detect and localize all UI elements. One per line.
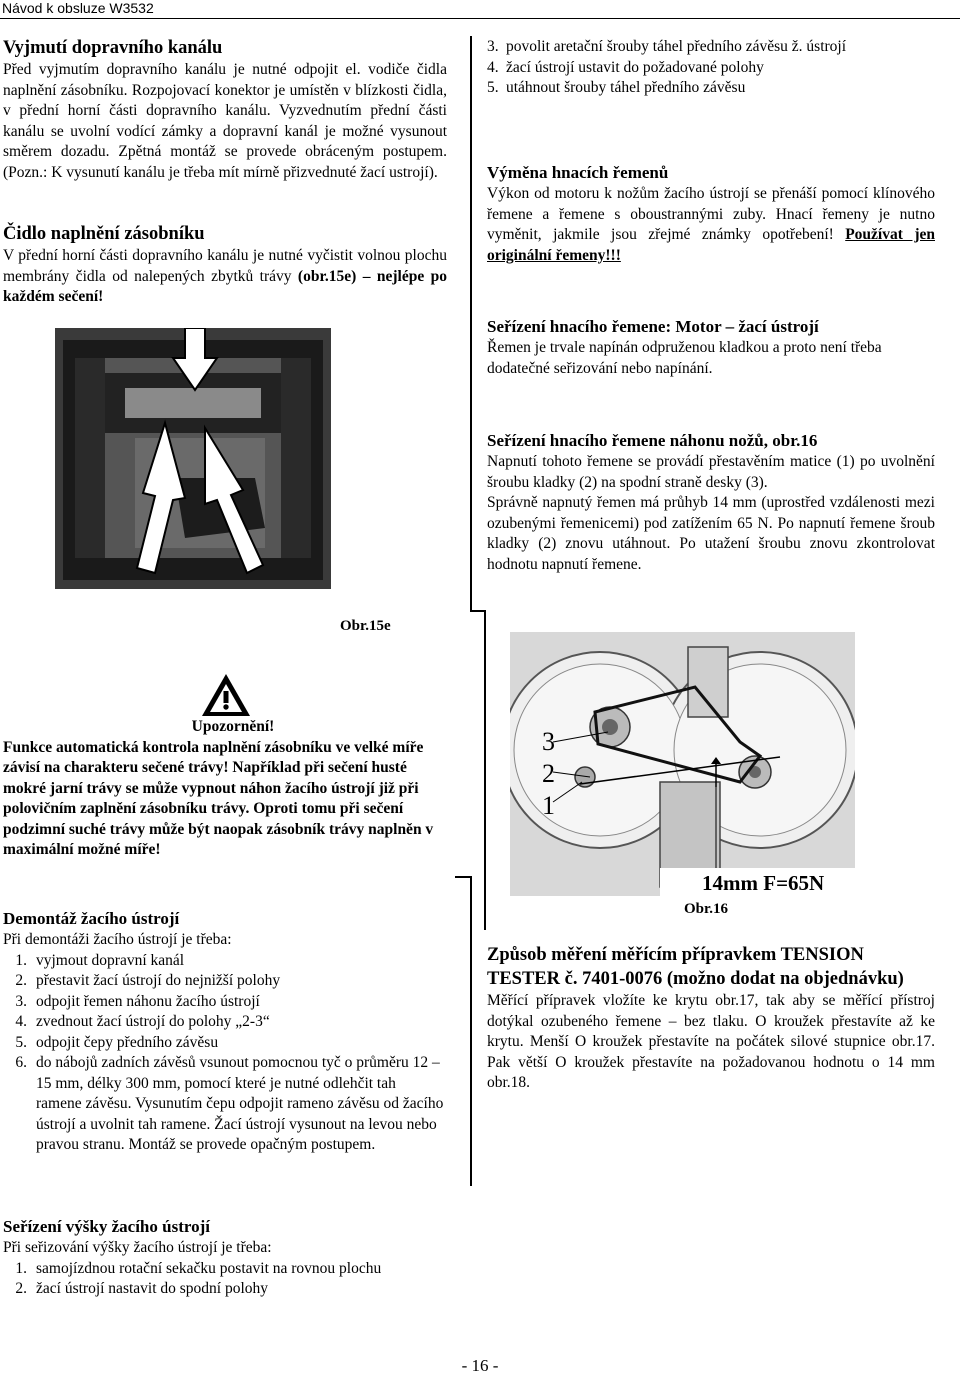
list-item: 5. utáhnout šrouby táhel předního závěsu [487,79,746,96]
list-item: 4. zvednout žací ústrojí do polohy „2-3“ [15,1013,270,1030]
section-text: Před vyjmutím dopravního kanálu je nutné odpojit el. vodiče čidla naplnění zásobníku. Rozpojovací konektor je umístěn v blízkosti čidla, v přední horní části dopravního kanálu. Vyzvednutím přední části kanálu se uvolní vodící zámky a dopravní kanál je možné vysunout směrem dozadu. Zpětná montáž se provede obráceným postupem. (Pozn.: K vysunutí kanálu je třeba mít mírně přizvednuté žací ustrojí). [3,61,447,181]
section-heading: Čidlo naplnění zásobníku [3,224,205,244]
right-frame-line [484,610,486,930]
separator-right-top [470,610,485,612]
sensor-channel-photo [55,328,331,589]
height-adjust-steps [3,1259,413,1300]
list-item: 4. žací ústrojí ustavit do požadované polohy [487,58,764,76]
warning-title: Upozornění! [191,718,275,735]
measurement-label: 14mm F=65N [702,871,825,895]
section-text: Napnutí tohoto řemene se provádí přestavěním matice (1) po uvolnění šroubu kladky (2) na spodní straně desky (3). [487,453,935,491]
list-item: 3. odpojit řemen náhonu žacího ústrojí [15,992,260,1010]
list-item: 2. přestavit žací ústrojí do nejnižší polohy [15,972,281,989]
deck-removal-steps [3,951,447,1156]
section-intro: Při demontáži žacího ústrojí je třeba: [3,931,232,948]
section-blade-belt [487,430,935,575]
header-title: Návod k obsluze W3532 [2,0,154,16]
height-adjust-steps-continued [487,37,907,99]
column-separator-bottom [470,876,472,1186]
list-item: 3. povolit aretační šrouby táhel předního závěsu ž. ústrojí [487,38,847,55]
section-heading: Vyjmutí dopravního kanálu [3,38,223,58]
page-number: - 16 - [461,1356,499,1375]
warning-icon [200,672,252,718]
section-heading: Demontáž žacího ústrojí [3,909,180,928]
figure-15e-caption: Obr.15e [340,618,391,634]
section-fill-sensor [3,223,447,308]
list-item: 5. odpojit čepy předního závěsu [15,1033,219,1051]
figure-16-diagram [510,632,855,896]
list-item: 1. vyjmout dopravní kanál [15,951,185,969]
section-channel-removal [3,37,447,183]
warning-box [3,717,451,861]
section-height-adjust [3,1216,413,1300]
section-text: Řemen je trvale napínán odpruženou kladkou a proto není třeba dodatečné seřizování nebo napínání. [487,339,882,377]
section-text: Měřící přípravek vložíte ke krytu obr.17, tak aby se měřící přístroj dotýkal ozubeného řemene – bez tlaku. O kroužek přestavíte až ke krytu. Menší O kroužek přestavíte na počátek silové stupnice obr.17. Pak větší O kroužek přestavíte na požadovanou hodnotu o 14 mm obr.18. [487,992,935,1091]
section-belt-replacement [487,162,935,266]
section-text: Správně napnutý řemen má průhyb 14 mm (uprostřed vzdálenosti mezi ozubenými řemenicemi) pod zatížením 65 N. Po napnutí řemene šroub kladky (2) znovu utáhnout. Po utažení šroubu znovu zkontrolovat hodnotu napnutí řemene. [487,494,935,573]
section-intro: Při seřizování výšky žacího ústrojí je třeba: [3,1239,272,1256]
label-2: 2 [542,759,555,788]
label-3: 3 [542,727,555,756]
section-heading: Seřízení hnacího řemene náhonu nožů, obr.16 [487,431,818,450]
section-heading: Způsob měření měřícím přípravkem TENSION TESTER č. 7401-0076 (možno dodat na objednávku) [487,945,904,989]
warning-text: Funkce automatická kontrola naplnění zásobníku ve velké míře závisí na charakteru sečené trávy! Například při sečení husté mokré jarní trávy se může vypnout náhon žacího ústrojí již při polovičním zaplnění zásobníku trávy. Oproti tomu při sečení podzimní suché trávy může být naopak zásobník trávy naplněn v maximální možné míře! [3,738,434,858]
figure-16-caption: Obr.16 [684,901,729,917]
figure-15e-photo [55,328,331,589]
section-heading: Výměna hnacích řemenů [487,163,669,182]
list-item: 1. samojízdnou rotační sekačku postavit na rovnou plochu [15,1259,382,1277]
separator-left-bottom [455,876,471,878]
label-1: 1 [542,791,555,820]
section-tension-tester [487,943,935,1094]
list-item: 6. do nábojů zadních závěsů vsunout pomocnou tyč o průměru 12 – 15 mm, délky 300 mm, pomocí které je nutné odlehčit tah ramene závěsu. Vysunutím čepu odpojit rameno závěsu od žacího ústrojí a uvolnit tah ramene. Žací ústrojí vysunout na levou nebo pravou stranu. Montáž se provede opačným postupem. [15,1054,444,1153]
list-item: 2. žací ústrojí nastavit do spodní polohy [15,1280,269,1297]
deck-belt-diagram [510,632,855,896]
column-separator-top [470,36,472,611]
section-motor-belt [487,316,917,379]
section-heading: Seřízení hnacího řemene: Motor – žací ústrojí [487,317,819,336]
page-header [0,0,960,19]
section-heading: Seřízení výšky žacího ústrojí [3,1217,210,1236]
section-deck-removal [3,908,447,1156]
section-text: Výkon od motoru k nožům žacího ústrojí se přenáší pomocí klínového řemene a řemene s oboustrannými zuby. Hnací řemeny je nutno vyměnit, jakmile jsou zřejmé známky opotřebení! Používat jen originální řemeny!!! [487,185,935,264]
section-text: V přední horní části dopravního kanálu je nutné vyčistit volnou plochu membrány čidla od nalepených zbytků trávy (obr.15e) – nejlépe po každém sečení! [3,247,447,305]
